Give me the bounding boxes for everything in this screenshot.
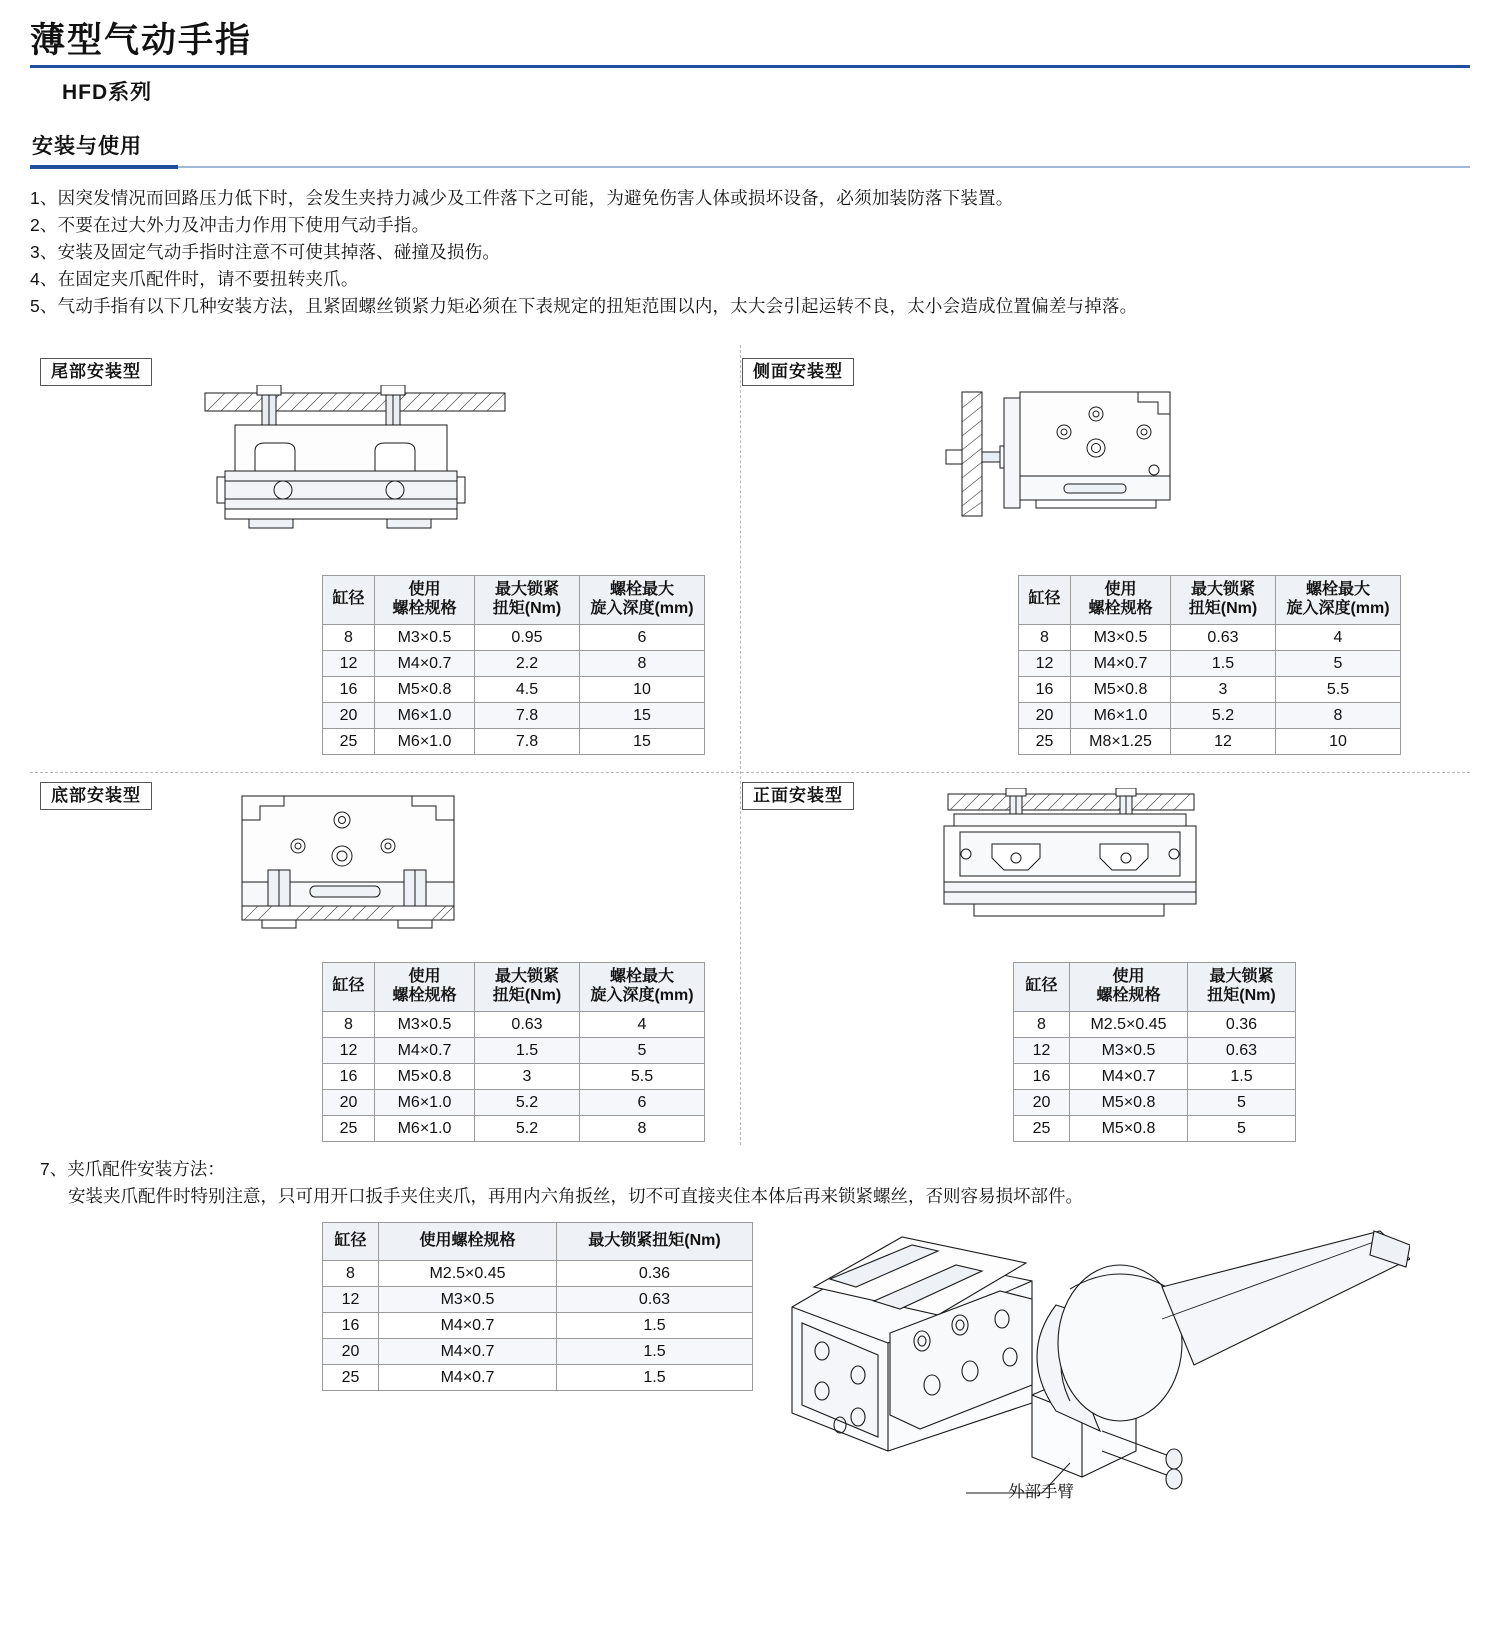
note-item: 5、气动手指有以下几种安装方法，且紧固螺丝锁紧力矩必须在下表规定的扭矩范围以内，太大会引起运转不良，太小会造成位置偏差与掉落。 xyxy=(30,296,1138,316)
section-header xyxy=(30,130,1470,169)
tail-mount-drawing xyxy=(195,385,515,545)
cell-depth: 4 xyxy=(580,1011,705,1037)
cell-torque: 0.63 xyxy=(1171,624,1276,650)
cell-torque: 5.2 xyxy=(1171,702,1276,728)
col-depth-l1: 螺栓最大 xyxy=(1305,581,1370,598)
cell-bore: 12 xyxy=(1014,1037,1070,1063)
table-header-row xyxy=(323,1223,753,1261)
col-bolt-spec xyxy=(375,963,475,1012)
cell-bolt: M4×0.7 xyxy=(375,1037,475,1063)
cell-depth: 5 xyxy=(580,1037,705,1063)
cell-bolt: M2.5×0.45 xyxy=(379,1260,557,1286)
col-depth xyxy=(1276,576,1401,625)
table-header-row xyxy=(1019,576,1401,625)
cell-depth: 8 xyxy=(580,650,705,676)
table-jaw-accessory xyxy=(322,1222,753,1391)
cell-depth: 10 xyxy=(580,676,705,702)
cell-depth: 6 xyxy=(580,1089,705,1115)
cell-bolt: M4×0.7 xyxy=(379,1364,557,1390)
table-row xyxy=(1014,1037,1296,1063)
col-torque-l1: 最大锁紧 xyxy=(1209,968,1274,985)
table-row xyxy=(1019,650,1401,676)
cell-depth: 8 xyxy=(1276,702,1401,728)
cell-bolt: M6×1.0 xyxy=(375,1115,475,1141)
cell-torque: 3 xyxy=(475,1063,580,1089)
cell-bolt: M5×0.8 xyxy=(1071,676,1171,702)
col-torque-l1: 最大锁紧 xyxy=(494,581,559,598)
figure-wrench-assembly xyxy=(770,1215,1410,1520)
horizontal-separator xyxy=(30,772,1470,773)
cell-depth: 5.5 xyxy=(1276,676,1401,702)
table-row xyxy=(323,1063,705,1089)
table-row xyxy=(323,676,705,702)
cell-bolt: M4×0.7 xyxy=(375,650,475,676)
document-header xyxy=(30,22,1470,106)
col-torque-l1: 最大锁紧 xyxy=(1190,581,1255,598)
table-row xyxy=(323,1286,753,1312)
table-row xyxy=(323,624,705,650)
table-bottom-mount xyxy=(322,962,705,1142)
cell-bore: 25 xyxy=(323,728,375,754)
cell-bore: 25 xyxy=(1019,728,1071,754)
cell-torque: 7.8 xyxy=(475,702,580,728)
cell-depth: 5 xyxy=(1276,650,1401,676)
cell-bore: 8 xyxy=(1019,624,1071,650)
col-depth xyxy=(580,576,705,625)
cell-torque: 1.5 xyxy=(475,1037,580,1063)
cell-depth: 15 xyxy=(580,702,705,728)
table-row xyxy=(1014,1011,1296,1037)
note-item: 3、安装及固定气动手指时注意不可使其掉落、碰撞及损伤。 xyxy=(30,242,501,262)
label-front-mount: 正面安装型 xyxy=(742,782,854,810)
cell-torque: 7.8 xyxy=(475,728,580,754)
col-depth-l1: 螺栓最大 xyxy=(609,581,674,598)
cell-bolt: M4×0.7 xyxy=(379,1312,557,1338)
note-item: 4、在固定夹爪配件时，请不要扭转夹爪。 xyxy=(30,269,359,289)
col-torque: 最大锁紧扭矩(Nm) xyxy=(557,1223,753,1261)
cell-bore: 20 xyxy=(323,1338,379,1364)
cell-bore: 8 xyxy=(323,624,375,650)
col-torque xyxy=(1188,963,1296,1012)
figure-bottom-mount xyxy=(232,790,502,945)
cell-depth: 8 xyxy=(580,1115,705,1141)
usage-notes xyxy=(30,185,1460,320)
cell-bore: 25 xyxy=(323,1364,379,1390)
section-title: 安装与使用 xyxy=(32,135,142,158)
cell-bolt: M6×1.0 xyxy=(1071,702,1171,728)
cell-depth: 6 xyxy=(580,624,705,650)
figure-front-mount xyxy=(930,788,1210,953)
cell-bore: 8 xyxy=(1014,1011,1070,1037)
vertical-separator xyxy=(740,345,741,1145)
col-depth xyxy=(580,963,705,1012)
figure-side-mount xyxy=(940,388,1200,533)
page-title: 薄型气动手指 xyxy=(30,21,253,60)
side-mount-drawing xyxy=(940,388,1200,528)
table-row xyxy=(323,728,705,754)
col-torque-l2: 扭矩(Nm) xyxy=(492,599,562,617)
jaw-accessory-note xyxy=(40,1156,1440,1210)
cell-bore: 20 xyxy=(323,1089,375,1115)
table-header-row xyxy=(323,576,705,625)
cell-bolt: M3×0.5 xyxy=(1070,1037,1188,1063)
front-mount-drawing xyxy=(930,788,1210,948)
cell-bore: 20 xyxy=(323,702,375,728)
table-row xyxy=(323,1312,753,1338)
col-bolt-spec xyxy=(375,576,475,625)
col-bolt-spec-l1: 使用 xyxy=(408,968,441,985)
cell-torque: 1.5 xyxy=(557,1312,753,1338)
note-item: 2、不要在过大外力及冲击力作用下使用气动手指。 xyxy=(30,215,430,235)
cell-bore: 25 xyxy=(1014,1115,1070,1141)
section-divider xyxy=(30,165,1470,169)
col-torque-l2: 扭矩(Nm) xyxy=(1188,599,1258,617)
col-bolt-spec: 使用螺栓规格 xyxy=(379,1223,557,1261)
cell-bolt: M6×1.0 xyxy=(375,728,475,754)
col-torque xyxy=(475,576,580,625)
cell-torque: 12 xyxy=(1171,728,1276,754)
cell-bore: 20 xyxy=(1019,702,1071,728)
cell-bore: 8 xyxy=(323,1011,375,1037)
table-header-row xyxy=(323,963,705,1012)
table-row xyxy=(323,1037,705,1063)
col-torque xyxy=(1171,576,1276,625)
cell-bore: 12 xyxy=(323,1286,379,1312)
cell-bore: 16 xyxy=(1014,1063,1070,1089)
col-bolt-spec-l1: 使用 xyxy=(1112,968,1145,985)
jaw-note-line2: 安装夹爪配件时特别注意，只可用开口扳手夹住夹爪，再用内六角扳丝，切不可直接夹住本体后再来锁紧螺丝，否则容易损坏部件。 xyxy=(68,1186,1083,1206)
cell-torque: 0.95 xyxy=(475,624,580,650)
col-bore: 缸径 xyxy=(323,576,375,625)
col-bolt-spec xyxy=(1070,963,1188,1012)
cell-bolt: M5×0.8 xyxy=(1070,1115,1188,1141)
col-torque-l2: 扭矩(Nm) xyxy=(1207,986,1276,1004)
cell-bolt: M4×0.7 xyxy=(1071,650,1171,676)
cell-bolt: M5×0.8 xyxy=(1070,1089,1188,1115)
cell-bore: 8 xyxy=(323,1260,379,1286)
table-row xyxy=(323,1011,705,1037)
cell-bolt: M3×0.5 xyxy=(375,624,475,650)
section-divider-dark xyxy=(30,165,178,169)
table-row xyxy=(1019,676,1401,702)
col-bore: 缸径 xyxy=(1014,963,1070,1012)
cell-bore: 16 xyxy=(323,1312,379,1338)
table-row xyxy=(1014,1089,1296,1115)
cell-bolt: M3×0.5 xyxy=(1071,624,1171,650)
cell-torque: 3 xyxy=(1171,676,1276,702)
cell-bore: 20 xyxy=(1014,1089,1070,1115)
cell-torque: 5 xyxy=(1188,1115,1296,1141)
col-bolt-spec-l2: 螺栓规格 xyxy=(1088,599,1153,617)
table-row xyxy=(323,1338,753,1364)
cell-torque: 0.63 xyxy=(557,1286,753,1312)
cell-bore: 12 xyxy=(323,1037,375,1063)
cell-torque: 5.2 xyxy=(475,1089,580,1115)
cell-depth: 15 xyxy=(580,728,705,754)
note-item: 1、因突发情况而回路压力低下时，会发生夹持力减少及工件落下之可能，为避免伤害人体或损坏设备，必须加装防落下装置。 xyxy=(30,188,1014,208)
cell-bolt: M4×0.7 xyxy=(1070,1063,1188,1089)
table-row xyxy=(323,650,705,676)
cell-bore: 12 xyxy=(1019,650,1071,676)
cell-torque: 0.36 xyxy=(557,1260,753,1286)
col-bolt-spec-l2: 螺栓规格 xyxy=(392,986,457,1004)
cell-bore: 25 xyxy=(323,1115,375,1141)
col-torque xyxy=(475,963,580,1012)
table-row xyxy=(323,1089,705,1115)
cell-depth: 4 xyxy=(1276,624,1401,650)
title-divider xyxy=(30,65,1470,68)
table-row xyxy=(1014,1063,1296,1089)
cell-bore: 16 xyxy=(1019,676,1071,702)
table-side-mount xyxy=(1018,575,1401,755)
label-tail-mount: 尾部安装型 xyxy=(40,358,152,386)
cell-bore: 12 xyxy=(323,650,375,676)
table-header-row xyxy=(1014,963,1296,1012)
col-depth-l2: 旋入深度(mm) xyxy=(590,986,694,1004)
cell-bolt: M5×0.8 xyxy=(375,676,475,702)
table-row xyxy=(323,702,705,728)
cell-bolt: M6×1.0 xyxy=(375,702,475,728)
cell-bolt: M3×0.5 xyxy=(379,1286,557,1312)
col-bolt-spec xyxy=(1071,576,1171,625)
table-row xyxy=(323,1115,705,1141)
cell-bolt: M8×1.25 xyxy=(1071,728,1171,754)
cell-torque: 4.5 xyxy=(475,676,580,702)
table-row xyxy=(1019,624,1401,650)
col-bore: 缸径 xyxy=(323,1223,379,1261)
label-bottom-mount: 底部安装型 xyxy=(40,782,152,810)
cell-bolt: M4×0.7 xyxy=(379,1338,557,1364)
col-depth-l1: 螺栓最大 xyxy=(609,968,674,985)
cell-torque: 5 xyxy=(1188,1089,1296,1115)
bottom-mount-drawing xyxy=(232,790,502,940)
cell-bolt: M3×0.5 xyxy=(375,1011,475,1037)
col-bolt-spec-l2: 螺栓规格 xyxy=(392,599,457,617)
table-row xyxy=(1019,728,1401,754)
cell-torque: 1.5 xyxy=(1171,650,1276,676)
table-row xyxy=(1019,702,1401,728)
col-bolt-spec-l1: 使用 xyxy=(1104,581,1137,598)
col-depth-l2: 旋入深度(mm) xyxy=(1286,599,1390,617)
cell-bore: 16 xyxy=(323,676,375,702)
table-row xyxy=(323,1364,753,1390)
cell-bolt: M5×0.8 xyxy=(375,1063,475,1089)
cell-torque: 1.5 xyxy=(1188,1063,1296,1089)
cell-torque: 2.2 xyxy=(475,650,580,676)
table-row xyxy=(1014,1115,1296,1141)
cell-torque: 0.63 xyxy=(1188,1037,1296,1063)
cell-bore: 16 xyxy=(323,1063,375,1089)
cell-torque: 0.63 xyxy=(475,1011,580,1037)
table-front-mount xyxy=(1013,962,1296,1142)
cell-torque: 1.5 xyxy=(557,1338,753,1364)
col-bore: 缸径 xyxy=(1019,576,1071,625)
cell-bolt: M6×1.0 xyxy=(375,1089,475,1115)
col-bolt-spec-l1: 使用 xyxy=(408,581,441,598)
figure-tail-mount xyxy=(195,385,515,550)
table-row xyxy=(323,1260,753,1286)
cell-torque: 5.2 xyxy=(475,1115,580,1141)
wrench-assembly-drawing xyxy=(770,1215,1410,1515)
jaw-note-line1: 7、夹爪配件安装方法： xyxy=(40,1159,225,1179)
label-side-mount: 侧面安装型 xyxy=(742,358,854,386)
col-bolt-spec-l2: 螺栓规格 xyxy=(1096,986,1161,1004)
col-torque-l2: 扭矩(Nm) xyxy=(492,986,562,1004)
cell-torque: 0.36 xyxy=(1188,1011,1296,1037)
cell-bolt: M2.5×0.45 xyxy=(1070,1011,1188,1037)
col-torque-l1: 最大锁紧 xyxy=(494,968,559,985)
table-tail-mount xyxy=(322,575,705,755)
col-depth-l2: 旋入深度(mm) xyxy=(590,599,694,617)
cell-depth: 10 xyxy=(1276,728,1401,754)
cell-torque: 1.5 xyxy=(557,1364,753,1390)
section-divider-light xyxy=(30,166,1470,168)
col-bore: 缸径 xyxy=(323,963,375,1012)
cell-depth: 5.5 xyxy=(580,1063,705,1089)
series-subtitle: HFD系列 xyxy=(62,80,153,104)
callout-external-arm: 外部手臂 xyxy=(1008,1483,1074,1501)
